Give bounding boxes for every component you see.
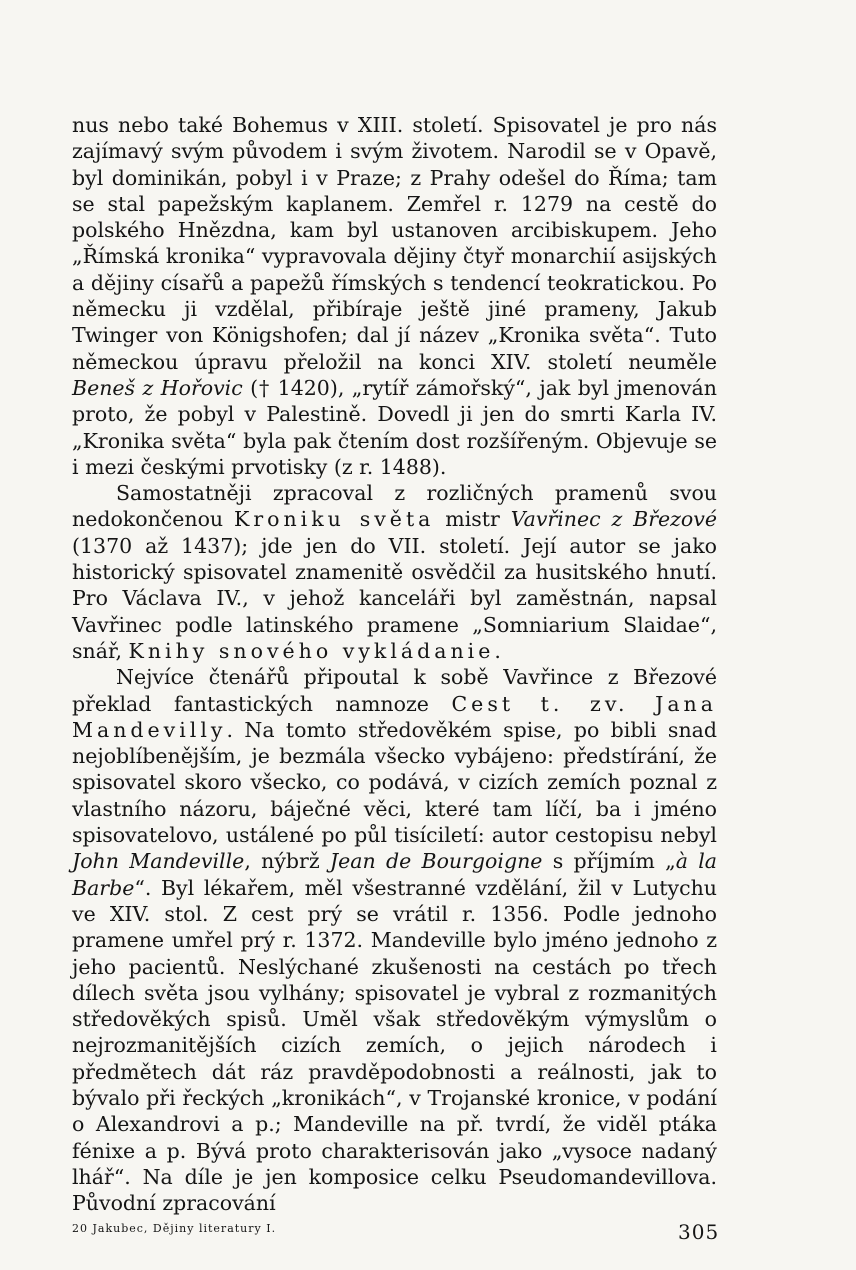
text-run: . Na tomto středověkém spise, po bibli snad nejoblíbenějším, je bezmála všecko vybájeno: předstírání, že spisovatel skoro všecko, co podává, v cizích zemích poznal z vlastního názoru, báječné věci, které tam líčí, ba i jméno spisovatelovo, ustálené po půl tisíciletí: autor cestopisu nebyl xyxy=(72,717,717,848)
body-text xyxy=(72,112,717,1216)
text-run: “. Byl lékařem, měl všestranné vzdělání, žil v Lutychu ve XIV. stol. Z cest prý se vrátil r. 1356. Podle jednoho pramene umřel prý r. 1372. Mandeville bylo jméno jednoho z jeho pacientů. Neslýchané zkušenosti na cestách po třech dílech světa jsou vylhány; spisovatel je vybral z rozmanitých středověkých spisů. Uměl však středověkým výmyslům o nejrozmanitějších cizích zemích, o jejich národech i předmětech dát ráz pravděpodobnosti a reálnosti, jak to bývalo při řeckých „kronikách“, v Trojanské kronice, v podání o Alexandrovi a p.; Mandeville na př. tvrdí, že viděl ptáka fénixe a p. Bývá proto charakterisován jako „vysoce nadaný lhář“. Na díle je jen komposice celku Pseudomandevillova. Původní zpracování xyxy=(72,875,717,1216)
text-run: (1370 až 1437); jde jen do VII. století. Její autor se jako historický spisovatel znamenitě osvědčil za husitského hnutí. Pro Václava IV., v jehož kanceláři byl zaměstnán, napsal Vavřinec podle latinského pramene „Somniarium Slaidae“, snář, xyxy=(72,533,717,663)
italic-name: Vavřinec z Březové xyxy=(510,507,717,532)
text-run: Samostatněji zpracoval z rozličných pramenů svou nedokončenou xyxy=(72,481,717,532)
italic-name: Jean de Bourgoigne xyxy=(329,849,543,874)
spaced-title: Cest t. zv. Jana Mandevilly xyxy=(72,691,717,742)
text-run: s příjmím „ xyxy=(542,849,676,874)
spaced-title: Kroniku světa xyxy=(234,507,435,532)
italic-name: à la Barbe xyxy=(72,849,717,900)
italic-name: Beneš z Hořovic xyxy=(72,375,243,400)
paragraph-3 xyxy=(72,664,717,1216)
text-run: mistr xyxy=(434,507,511,532)
text-run: († 1420), „rytíř zámořský“, jak byl jmenován proto, že pobyl v Palestině. Dovedl ji jen do smrti Karla IV. „Kronika světa“ byla pak čtením dost rozšířeným. Objevuje se i mezi českými prvotisky (z r. 1488). xyxy=(72,375,717,479)
text-run: . xyxy=(494,638,501,663)
text-run: , nýbrž xyxy=(244,849,330,874)
paragraph-1 xyxy=(72,112,717,480)
italic-name: John Mandeville xyxy=(72,849,245,874)
text-run: Nejvíce čtenářů připoutal k sobě Vavřince z Březové překlad fantastických namnoze xyxy=(72,665,717,716)
paragraph-2 xyxy=(72,480,717,664)
page-number: 305 xyxy=(678,1220,720,1244)
printer-signature: 20 Jakubec, Dějiny literatury I. xyxy=(72,1222,277,1235)
text-run: nus nebo také Bohemus v XIII. století. Spisovatel je pro nás zajímavý svým původem i svým životem. Narodil se v Opavě, byl dominikán, pobyl i v Praze; z Prahy odešel do Říma; tam se stal papežským kaplanem. Zemřel r. 1279 na cestě do polského Hnězdna, kam byl ustanoven arcibiskupem. Jeho „Římská kronika“ vypravovala dějiny čtyř monarchií asijských a dějiny císařů a papežů římských s tendencí teokratickou. Po německu ji vzdělal, přibíraje ještě jiné prameny, Jakub Twinger von Königshofen; dal jí název „Kronika světa“. Tuto německou úpravu přeložil na konci XIV. století neuměle xyxy=(72,113,717,374)
spaced-title: Knihy snového vykládanie xyxy=(128,638,495,663)
